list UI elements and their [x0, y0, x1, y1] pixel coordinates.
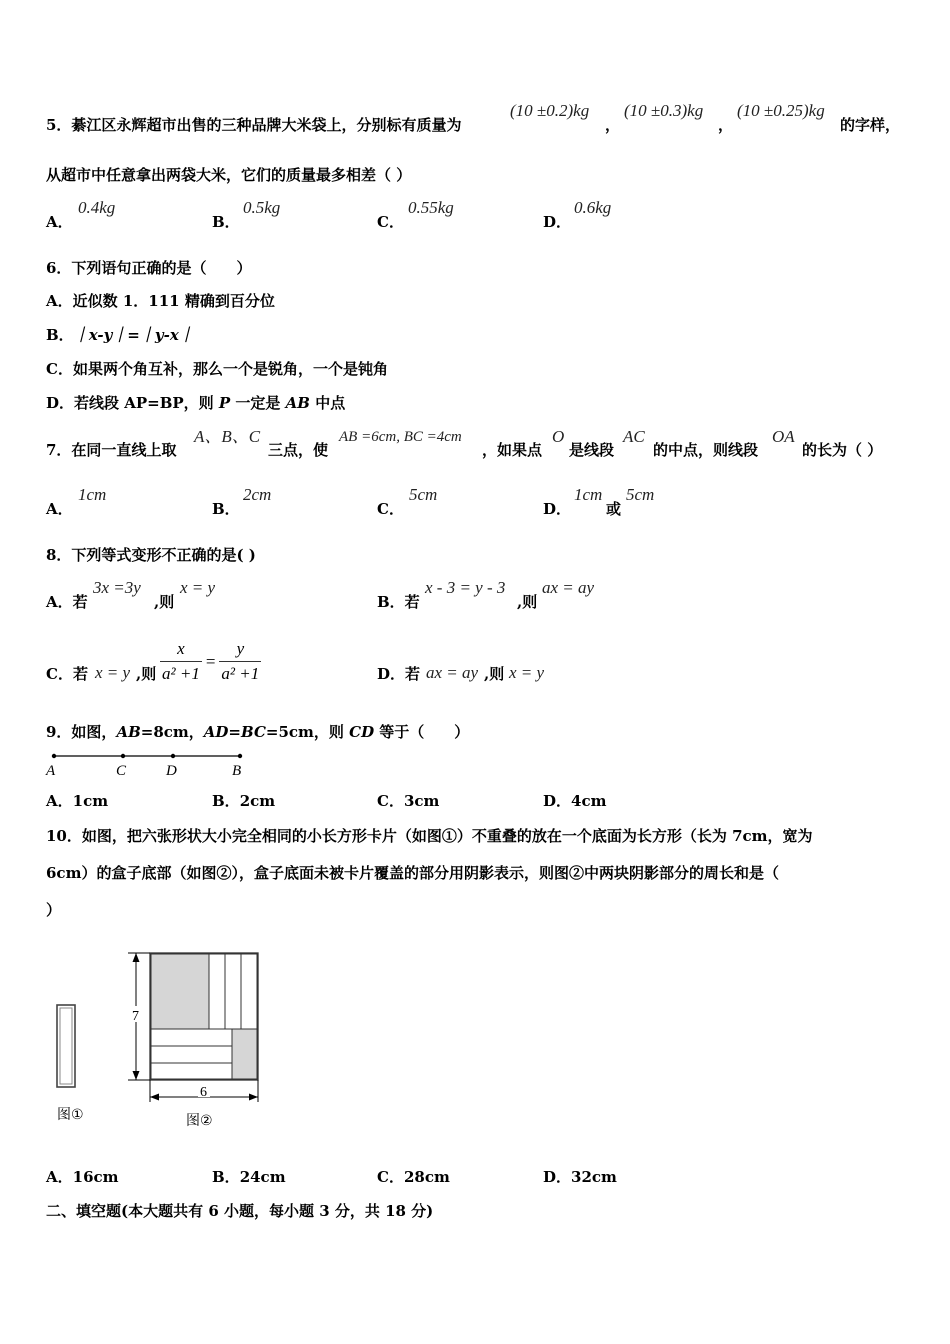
q8-option-c-then: ,则: [136, 665, 157, 683]
q8-option-c-equation: [160, 639, 261, 684]
q7-option-d-value: 1cm: [574, 485, 603, 504]
q10-figure-2-card-vertical-1: [209, 954, 225, 1029]
q10-figure-2-card-horizontal-2: [151, 1046, 232, 1063]
q9-point-b-dot: [238, 754, 242, 758]
q9-stem-ad-bc: AD=BC: [203, 723, 266, 741]
q7-option-a-value: 1cm: [78, 485, 107, 504]
q8-option-b-result: ax = ay: [542, 578, 595, 597]
q8-option-c-fraction-right: [219, 639, 261, 684]
q10-figure-2-height-label: 7: [132, 1009, 139, 1024]
q10-figure-2-card-vertical-2: [225, 954, 241, 1029]
q8-option-b-pre: B．若: [377, 593, 420, 611]
q10-figure-2-width-label: 6: [200, 1085, 207, 1100]
q7-option-d-value-2: 5cm: [626, 485, 655, 504]
q9-option-d-letter: D．: [543, 792, 572, 810]
q10-option-c-letter: C．: [377, 1168, 404, 1186]
q7-text-2: 三点，使: [268, 441, 329, 459]
q10-option-a-value: 16cm: [72, 1168, 119, 1186]
q7-option-c-letter: C．: [377, 500, 404, 518]
q7-option-b-value: 2cm: [243, 485, 272, 504]
q9-option-a-letter: A．: [46, 792, 73, 810]
q8-option-c-fraction-left-denominator: a² +1: [160, 661, 202, 684]
q10-figure-2-card-horizontal-3: [151, 1063, 232, 1079]
q8-option-a-result: x = y: [180, 578, 216, 597]
q9-point-d-label: D: [166, 763, 177, 779]
q9-option-d: [543, 791, 606, 811]
q10-option-b-letter: B．: [212, 1168, 240, 1186]
q5-mass-3: (10 ±0.25)kg: [737, 101, 825, 120]
q9-point-b-label: B: [232, 763, 242, 779]
q9-stem-cd: CD: [349, 723, 375, 741]
q10-figure-2: [122, 946, 267, 1106]
q7-option-d-letter: D．: [543, 500, 572, 518]
q9-stem-t1: =8cm，: [140, 723, 204, 741]
q8-stem: 8．下列等式变形不正确的是( ): [46, 546, 256, 564]
q8-option-c-equals: =: [205, 651, 216, 671]
q5-option-b-value: 0.5kg: [243, 198, 281, 217]
q10-option-d-letter: D．: [543, 1168, 572, 1186]
q8-option-c-pre: C．若: [46, 665, 88, 683]
q8-option-b-condition: x - 3 = y - 3: [425, 578, 506, 597]
q7-condition: AB =6cm, BC =4cm: [339, 429, 462, 445]
q10-figure-2-label: 图②: [186, 1113, 213, 1129]
q8-option-d-pre: D．若: [377, 665, 421, 683]
q10-option-b: [212, 1167, 286, 1187]
q10-figure-2-width-arrow-right: [249, 1094, 258, 1101]
q5-option-c-value: 0.55kg: [408, 198, 454, 217]
q8-option-c-fraction-right-denominator: a² +1: [219, 661, 261, 684]
q9-option-c-letter: C．: [377, 792, 404, 810]
q9-option-b-value: 2cm: [239, 792, 276, 810]
q9-option-a: [46, 791, 108, 811]
q10-option-a-letter: A．: [46, 1168, 73, 1186]
q9-option-c-value: 3cm: [403, 792, 440, 810]
q6-option-a: A．近似数 1．111 精确到百分位: [46, 292, 275, 310]
q8-option-a-condition: 3x =3y: [93, 578, 141, 597]
q7-text-4: 是线段: [569, 441, 615, 459]
q7-points: A、B、C: [194, 427, 261, 446]
q6-option-d-pre: D．若线段 AP=BP，则: [46, 394, 219, 412]
q8-option-d-then: ,则: [484, 665, 505, 683]
section-2-heading: 二、填空题(本大题共有 6 小题，每小题 3 分，共 18 分): [46, 1202, 434, 1220]
q5-separator-1: ，: [605, 116, 621, 134]
q9-stem-t2: =5cm，则: [265, 723, 350, 741]
q6-option-b: [46, 325, 194, 345]
q10-figure-2-width-arrow-left: [150, 1094, 159, 1101]
q8-option-b-then: ,则: [517, 593, 538, 611]
q6-option-d-mid: 一定是: [230, 394, 286, 412]
q10-stem-line-1: 10．如图，把六张形状大小完全相同的小长方形卡片（如图①）不重叠的放在一个底面为长方形（长为 7cm，宽为: [46, 827, 813, 845]
q9-point-a-dot: [52, 754, 56, 758]
q10-option-b-value: 24cm: [239, 1168, 286, 1186]
q10-figure-2-shaded-top: [151, 954, 209, 1029]
q9-stem-pre: 9．如图，: [46, 723, 117, 741]
q10-option-d-value: 32cm: [571, 1168, 617, 1186]
q10-stem-line-3: ）: [46, 901, 62, 919]
q7-segment-ac: AC: [623, 427, 645, 446]
q10-option-a: [46, 1167, 119, 1187]
q9-option-c: [377, 791, 439, 811]
q6-option-d-segment: AB: [285, 394, 310, 412]
q9-point-c-label: C: [116, 763, 127, 779]
q10-stem-line-2: 6cm）的盒子底部（如图②），盒子底面未被卡片覆盖的部分用阴影表示，则图②中两块阴影部分的周长和是（: [46, 864, 779, 882]
q9-option-a-value: 1cm: [72, 792, 109, 810]
q10-figure-2-card-horizontal-1: [151, 1029, 232, 1046]
q8-option-a-then: ,则: [154, 593, 175, 611]
q7-text-1: 7．在同一直线上取: [46, 441, 177, 459]
q9-stem-t3: 等于（ ）: [374, 723, 470, 741]
q8-option-a-pre: A．若: [46, 593, 88, 611]
q7-option-c-value: 5cm: [409, 485, 438, 504]
q6-option-d-point: P: [218, 394, 231, 412]
q10-option-d: [543, 1167, 617, 1187]
q6-option-c: C．如果两个角互补，那么一个是锐角，一个是钝角: [46, 360, 388, 378]
q8-option-c-fraction-left: [160, 639, 202, 684]
q10-figure-2-card-vertical-3: [241, 954, 257, 1029]
q9-stem-ab: AB: [116, 723, 141, 741]
q10-figure-2-height-arrow-down: [133, 1071, 140, 1080]
q7-option-b-letter: B．: [212, 500, 240, 518]
q10-option-c: [377, 1167, 450, 1187]
q9-segment-figure: [40, 746, 260, 782]
q7-text-6: 的长为（ ）: [802, 441, 883, 459]
q6-option-b-letter: B．: [46, 326, 74, 344]
q6-option-b-expression: ｜x-y｜=｜y-x｜: [73, 326, 194, 344]
q10-figure-2-shaded-bottom: [232, 1029, 257, 1079]
q7-text-5: 的中点，则线段: [653, 441, 759, 459]
q8-option-d-result: x = y: [509, 663, 545, 682]
q5-option-b-letter: B．: [212, 213, 240, 231]
q10-figure-1-label: 图①: [57, 1107, 84, 1123]
q8-option-c-condition: x = y: [95, 663, 131, 682]
q9-stem: [46, 722, 469, 742]
q5-text-1: 5．綦江区永辉超市出售的三种品牌大米袋上，分别标有质量为: [46, 116, 462, 134]
q10-option-c-value: 28cm: [403, 1168, 450, 1186]
q8-option-d-condition: ax = ay: [426, 663, 479, 682]
q9-option-d-value: 4cm: [571, 792, 607, 810]
q5-option-d-letter: D．: [543, 213, 572, 231]
q5-option-a-value: 0.4kg: [78, 198, 116, 217]
q9-point-d-dot: [171, 754, 175, 758]
q8-option-c-fraction-right-numerator: y: [236, 639, 245, 658]
q7-option-d-or: 或: [606, 500, 622, 518]
q7-segment-oa: OA: [772, 427, 795, 446]
q9-point-c-dot: [121, 754, 125, 758]
q9-option-b: [212, 791, 275, 811]
q7-option-a-letter: A．: [46, 500, 73, 518]
q5-option-c-letter: C．: [377, 213, 404, 231]
q6-option-d-post: 中点: [309, 394, 346, 412]
q10-figure-1: [52, 1000, 82, 1092]
q5-separator-2: ，: [718, 116, 734, 134]
q9-point-a-label: A: [46, 763, 56, 779]
q6-option-d: [46, 393, 345, 413]
q5-text-3: 从超市中任意拿出两袋大米，它们的质量最多相差（ ）: [46, 166, 412, 184]
q8-option-c-fraction-left-numerator: x: [177, 639, 185, 658]
q7-point-o: O: [552, 427, 565, 446]
q6-stem: 6．下列语句正确的是（ ）: [46, 259, 252, 277]
q7-text-3: ，如果点: [482, 441, 543, 459]
q5-mass-2: (10 ±0.3)kg: [624, 101, 704, 120]
q5-option-d-value: 0.6kg: [574, 198, 612, 217]
q9-option-b-letter: B．: [212, 792, 240, 810]
q5-mass-1: (10 ±0.2)kg: [510, 101, 590, 120]
q5-text-2: 的字样，: [840, 116, 901, 134]
q10-figure-2-height-arrow-up: [133, 953, 140, 962]
q5-option-a-letter: A．: [46, 213, 73, 231]
